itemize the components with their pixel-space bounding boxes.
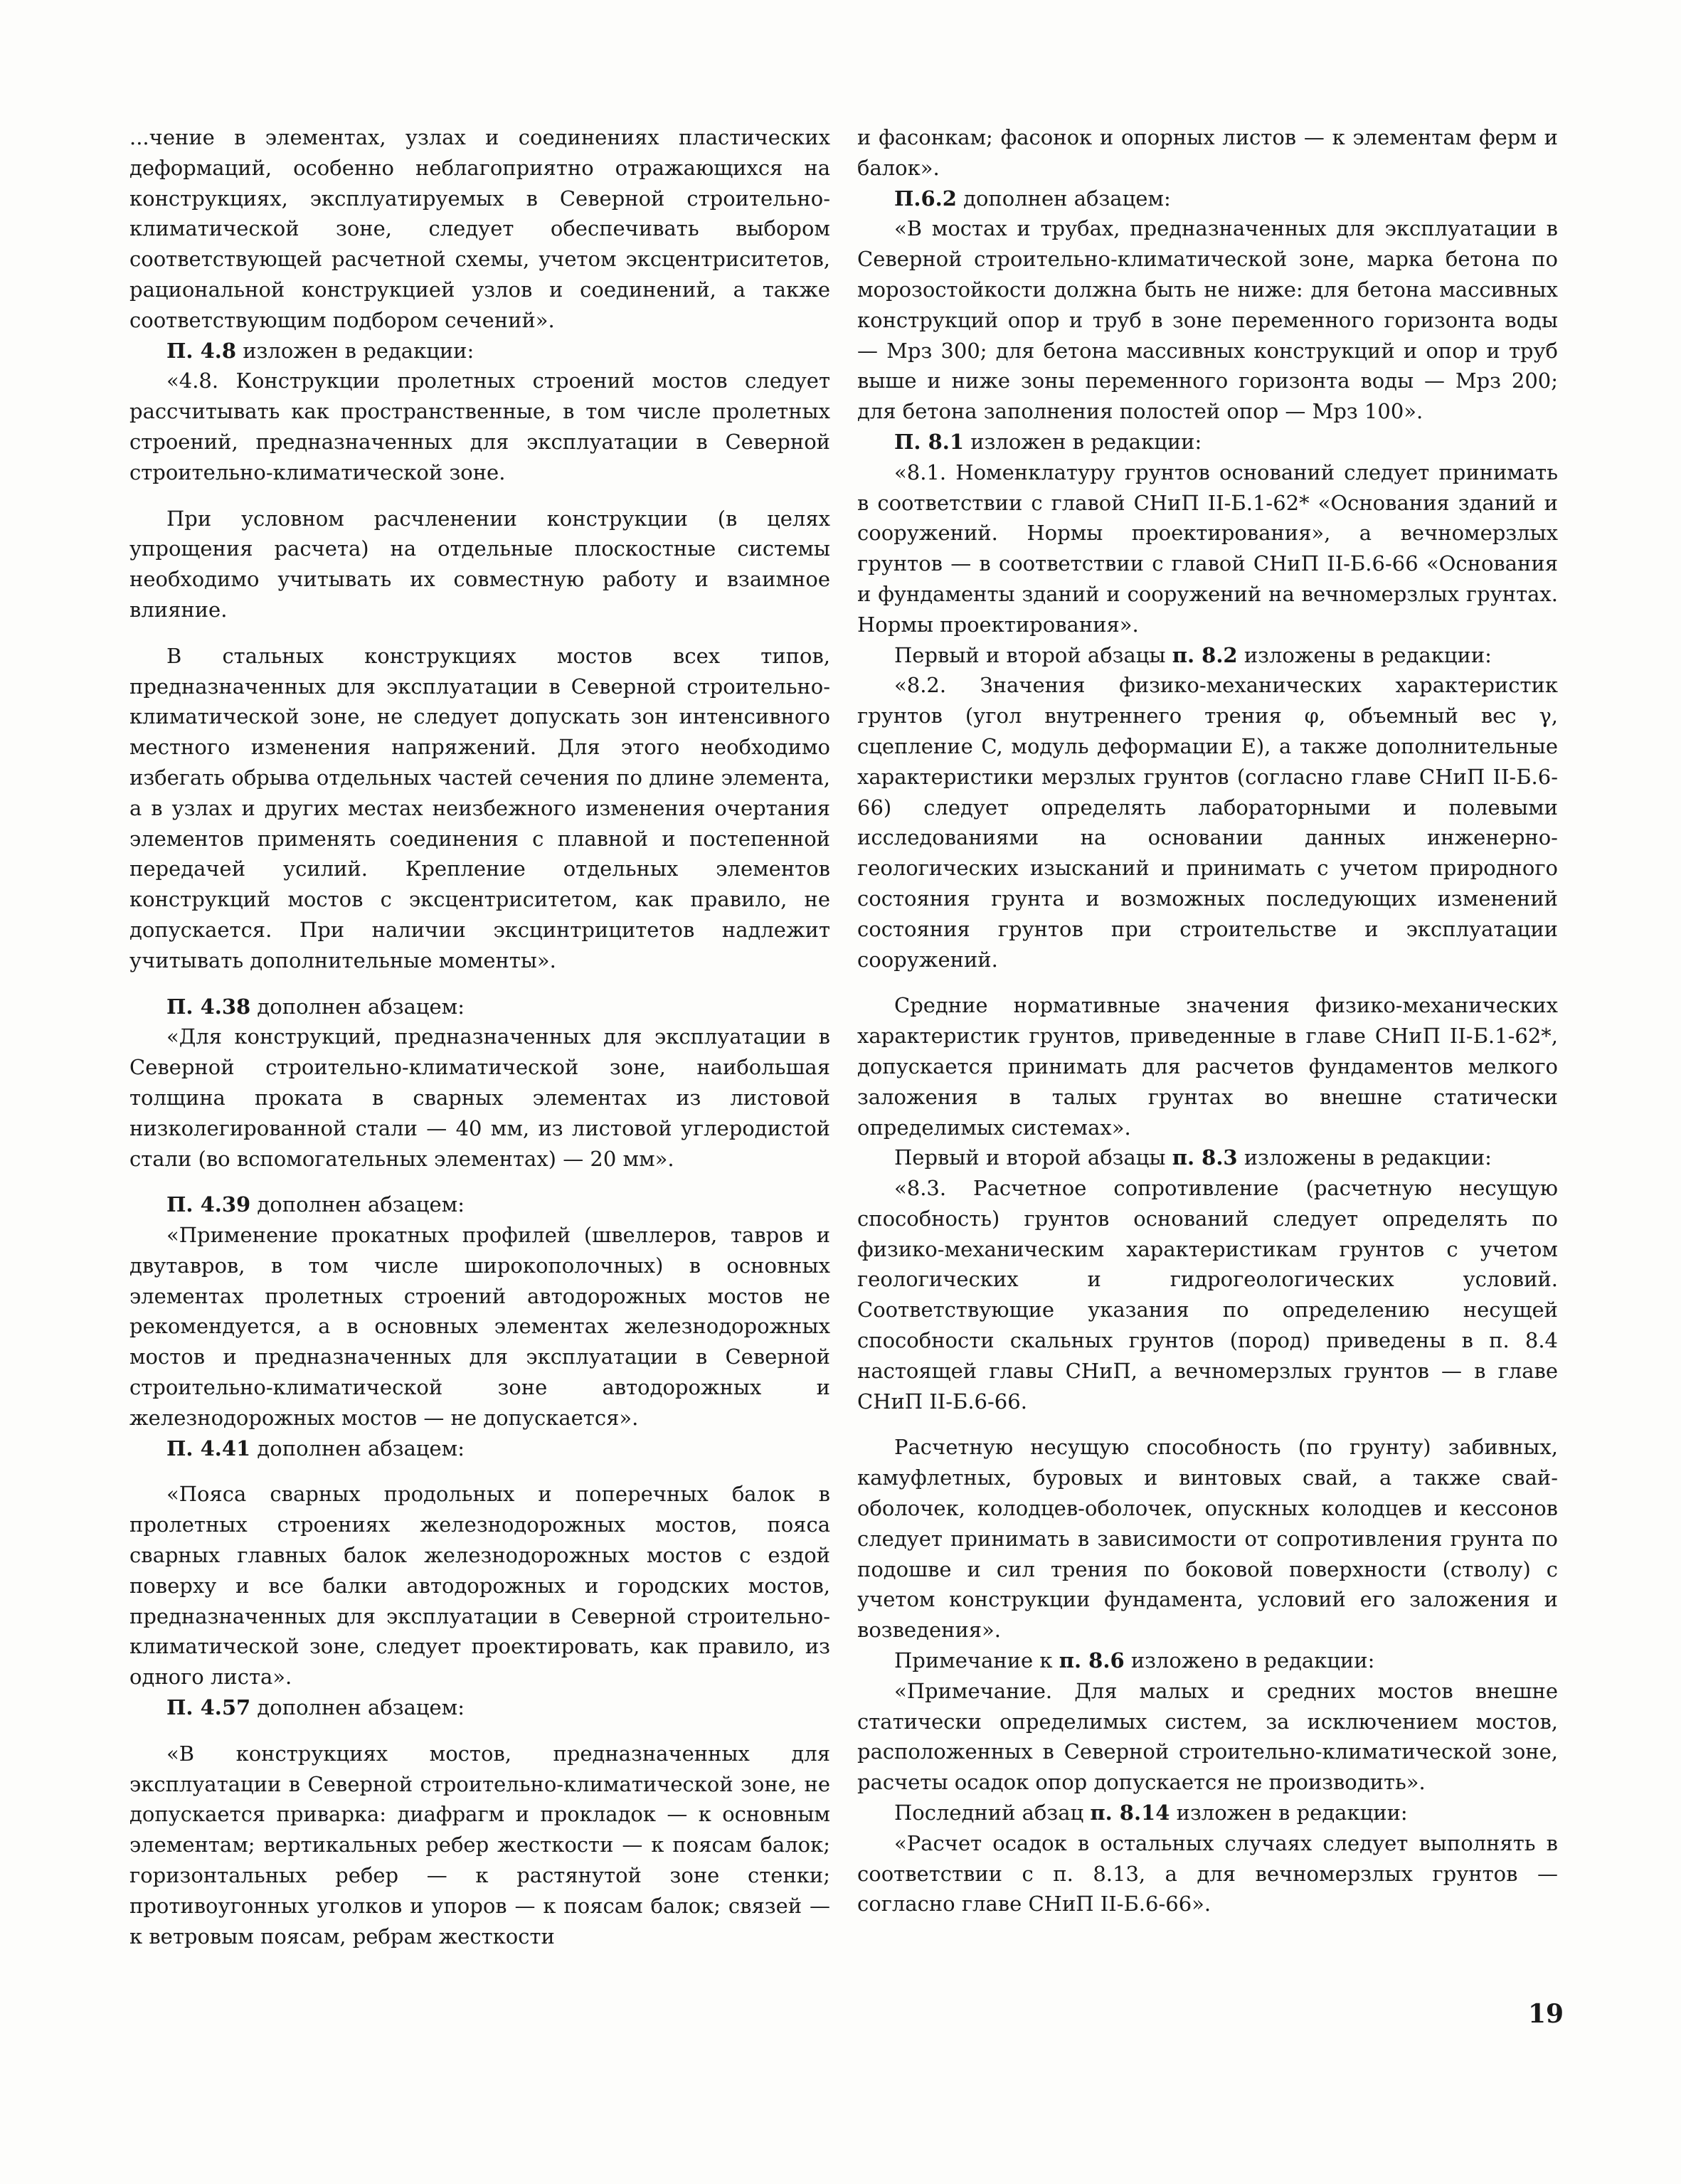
section-ref: П. 8.1 <box>894 429 965 454</box>
section-ref: П. 4.8 <box>166 338 237 363</box>
section-heading-text: дополнен абзацем: <box>250 1695 465 1720</box>
section-ref: п. 8.14 <box>1090 1801 1170 1825</box>
paragraph: «Применение прокатных профилей (швеллеров, тавров и двутавров, в том числе широкополочных) в основных элементах пролетных строений автодорожных мостов не рекомендуется, а в основных элементах железнодорожных мостов и предназначенных для эксплуатации в Северной строительно-климатической зоне автодорожных и железнодорожных мостов — не допускается». <box>129 1223 830 1430</box>
section-ref: П. 4.57 <box>166 1695 251 1720</box>
section-ref: п. 8.2 <box>1172 642 1238 667</box>
section-heading-text: Первый и второй абзацы <box>894 1145 1172 1170</box>
section-heading-text: дополнен абзацем: <box>250 1192 465 1217</box>
paragraph: «Расчет осадок в остальных случаях следует выполнять в соответствии с п. 8.13, а для вечномерзлых грунтов — согласно главе СНиП II-Б.6-66». <box>857 1830 1558 1917</box>
paragraph: и фасонкам; фасонок и опорных листов — к элементам ферм и балок». <box>857 125 1558 180</box>
paragraph: «8.3. Расчетное сопротивление (расчетную несущую способность) грунтов оснований следует определять по физико-механическим характеристикам грунтов с учетом геологических и гидрогеологических условий. Соответствующие указания по определению несущей способности скальных грунтов (пород) приведены в п. 8.4 настоящей главы СНиП, а вечномерзлых грунтов — в главе СНиП II-Б.6-66. <box>857 1176 1558 1414</box>
section-heading <box>857 427 1558 457</box>
paragraph: «В мостах и трубах, предназначенных для эксплуатации в Северной строительно-климатической зоне, марка бетона по морозостойкости должна быть не ниже: для бетона массивных конструкций опор и труб в зоне переменного горизонта воды — Мрз 300; для бетона массивных конструкций и опор и труб выше и ниже зоны переменного горизонта воды — Мрз 200; для бетона заполнения полостей опор — Мрз 100». <box>857 216 1558 424</box>
page-number: 19 <box>1528 1999 1564 2029</box>
section-ref: п. 8.3 <box>1172 1145 1238 1170</box>
section-heading-text: изложен в редакции: <box>236 338 474 363</box>
section-heading <box>857 640 1558 671</box>
paragraph: «Для конструкций, предназначенных для эксплуатации в Северной строительно-климатической зоне, наибольшая толщина проката в сварных элементах из листовой низколегированной стали — 40 мм, из листовой углеродистой стали (во вспомогательных элементах) — 20 мм». <box>129 1024 830 1171</box>
section-heading <box>129 1692 830 1723</box>
paragraph: «4.8. Конструкции пролетных строений мостов следует рассчитывать как пространственные, в том числе пролетных строений, предназначенных для эксплуатации в Северной строительно-климатической зоне. <box>129 369 830 484</box>
paragraph: В стальных конструкциях мостов всех типов, предназначенных для эксплуатации в Северной строительно-климатической зоне, не следует допускать зон интенсивного местного изменения напряжений. Для этого необходимо избегать обрыва отдельных частей сечения по длине элемента, а в узлах и других местах неизбежного изменения очертания элементов применять соединения с плавной и постепенной передачей усилий. Крепление отдельных элементов конструкций мостов с эксцентриситетом, как правило, не допускается. При наличии эксцинтрицитетов надлежит учитывать дополнительные моменты». <box>129 643 830 972</box>
section-ref: П. 4.38 <box>166 994 251 1019</box>
paragraph: ...чение в элементах, узлах и соединениях пластических деформаций, особенно неблагоприятно отражающихся на конструкциях, эксплуатируемых в Северной строительно-климатической зоне, следует обеспечивать выбором соответствующей расчетной схемы, учетом эксцентриситетов, рациональной конструкцией узлов и соединений, а также соответствующим подбором сечений». <box>129 125 830 332</box>
section-heading <box>129 1433 830 1464</box>
section-ref: П.6.2 <box>894 186 957 211</box>
section-heading-text: изложен в редакции: <box>1170 1801 1408 1825</box>
section-heading <box>857 1143 1558 1173</box>
section-heading-text: дополнен абзацем: <box>250 994 465 1019</box>
section-ref: П. 4.41 <box>166 1436 251 1461</box>
section-heading-text: дополнен абзацем: <box>250 1436 465 1461</box>
right-column <box>857 122 1558 1919</box>
paragraph: «8.2. Значения физико-механических характеристик грунтов (угол внутреннего трения φ, объемный вес γ, сцепление C, модуль деформации E), а также дополнительные характеристики мерзлых грунтов (согласно главе СНиП II-Б.6-66) следует определять лабораторными и полевыми исследованиями на основании данных инженерно-геологических изысканий и принимать с учетом природного состояния грунта и возможных последующих изменений состояния грунтов при строительстве и эксплуатации сооружений. <box>857 673 1558 972</box>
paragraph: При условном расчленении конструкции (в целях упрощения расчета) на отдельные плоскостные системы необходимо учитывать их совместную работу и взаимное влияние. <box>129 506 830 622</box>
section-heading <box>129 336 830 366</box>
paragraph: «Примечание. Для малых и средних мостов внешне статически определимых систем, за исключением мостов, расположенных в Северной строительно-климатической зоне, расчеты осадок опор допускается не производить». <box>857 1678 1558 1795</box>
paragraph: Расчетную несущую способность (по грунту) забивных, камуфлетных, буровых и винтовых свай, а также свай-оболочек, колодцев-оболочек, опускных колодцев и кессонов следует принимать в зависимости от сопротивления грунта по подошве и сил трения по боковой поверхности (стволу) с учетом конструкции фундамента, условий его заложения и возведения». <box>857 1435 1558 1643</box>
section-heading-text: изложен в редакции: <box>964 429 1202 454</box>
section-heading-text: Первый и второй абзацы <box>894 642 1172 667</box>
paragraph: «Пояса сварных продольных и поперечных балок в пролетных строениях железнодорожных мостов, пояса сварных главных балок железнодорожных мостов с ездой поверху и все балки автодорожных и городских мостов, предназначенных для эксплуатации в Северной строительно-климатической зоне, следует проектировать, как правило, из одного листа». <box>129 1482 830 1690</box>
section-heading <box>857 1798 1558 1828</box>
section-heading <box>129 1189 830 1220</box>
section-heading-text: изложены в редакции: <box>1237 1145 1492 1170</box>
section-heading <box>857 1645 1558 1676</box>
left-column <box>129 122 830 1951</box>
section-heading-text: Примечание к <box>894 1648 1059 1673</box>
section-heading-text: изложены в редакции: <box>1237 642 1492 667</box>
section-heading <box>857 184 1558 214</box>
paragraph: «8.1. Номенклатуру грунтов оснований следует принимать в соответствии с главой СНиП II-Б.1-62* «Основания зданий и сооружений. Нормы проектирования», а вечномерзлых грунтов — в соответствии с главой СНиП II-Б.6-66 «Основания и фундаменты зданий и сооружений на вечномерзлых грунтах. Нормы проектирования». <box>857 460 1558 637</box>
section-heading-text: дополнен абзацем: <box>956 186 1171 211</box>
section-heading-text: Последний абзац <box>894 1801 1091 1825</box>
section-heading <box>129 992 830 1022</box>
section-ref: П. 4.39 <box>166 1192 251 1217</box>
paragraph: «В конструкциях мостов, предназначенных для эксплуатации в Северной строительно-климатической зоне, не допускается приварка: диафрагм и прокладок — к основным элементам; вертикальных ребер жесткости — к поясам балок; горизонтальных ребер — к растянутой зоне стенки; противоугонных уголков и упоров — к поясам балок; связей — к ветровым поясам, ребрам жесткости <box>129 1741 830 1949</box>
section-heading-text: изложено в редакции: <box>1124 1648 1375 1673</box>
paragraph: Средние нормативные значения физико-механических характеристик грунтов, приведенные в главе СНиП II-Б.1-62*, допускается принимать для расчетов фундаментов мелкого заложения в талых грунтах во внешне статически определимых системах». <box>857 993 1558 1140</box>
section-ref: п. 8.6 <box>1059 1648 1125 1673</box>
